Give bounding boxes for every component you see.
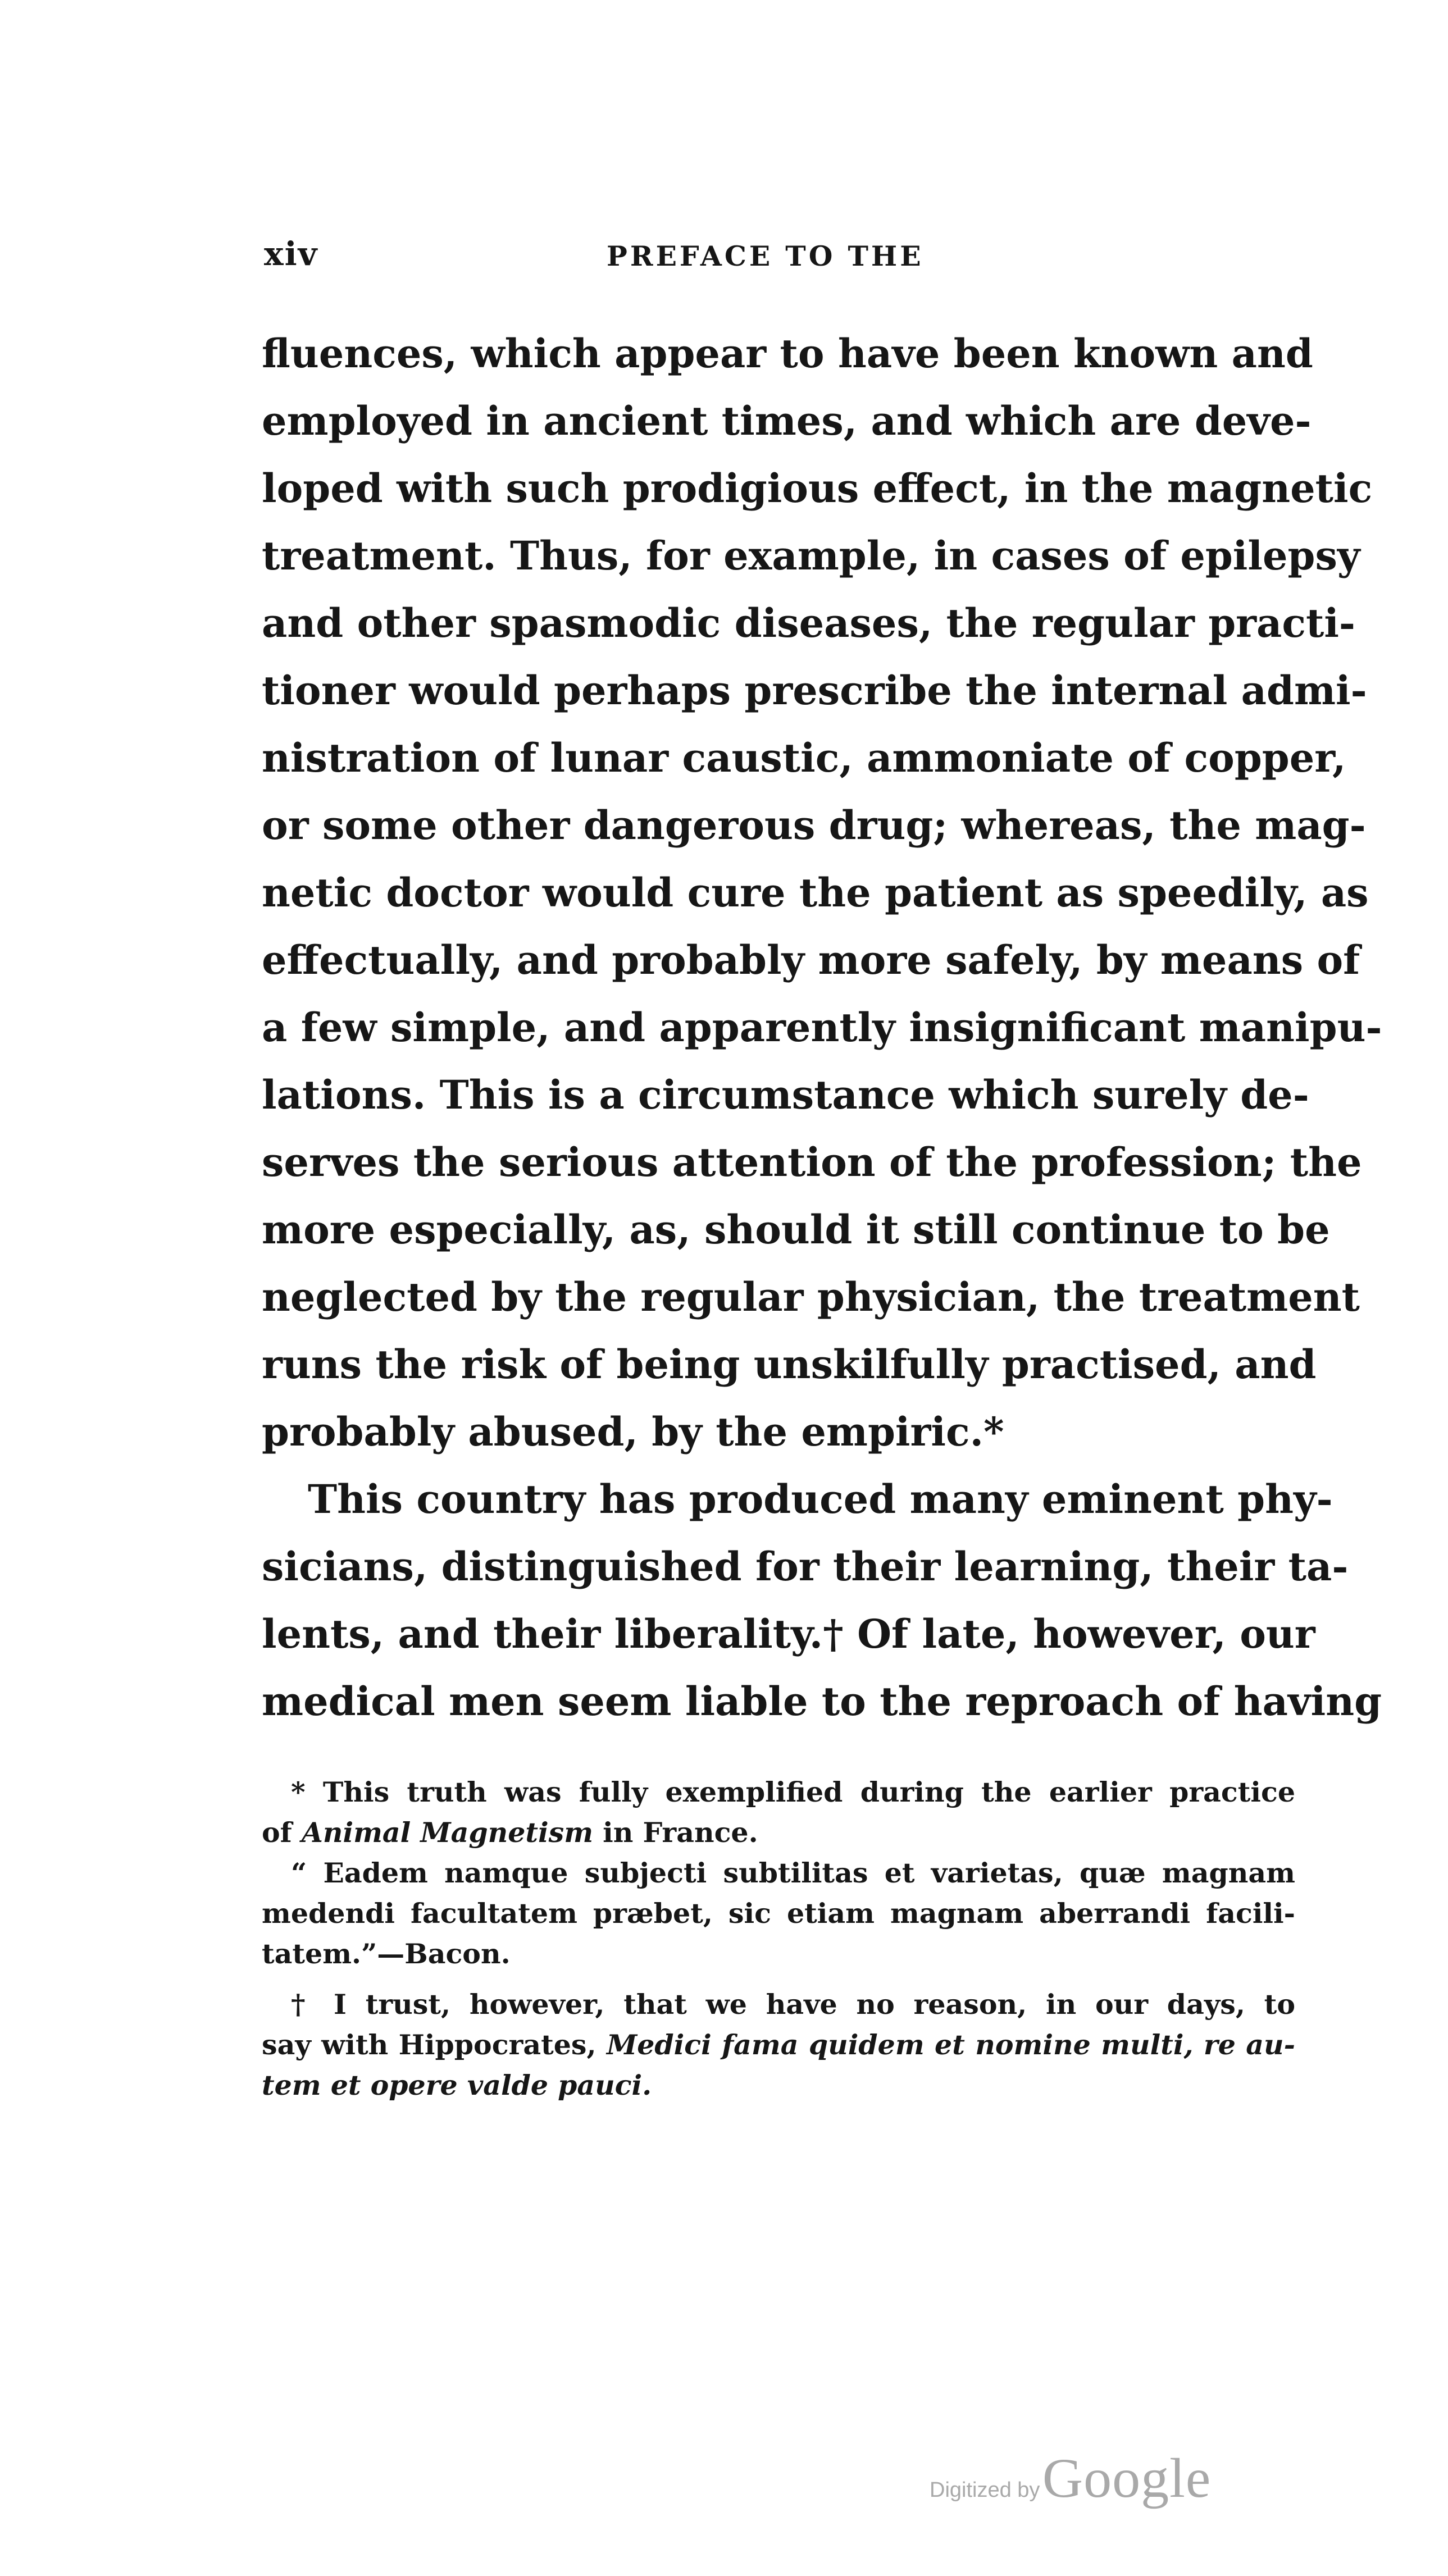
text-line: sicians, distinguished for their learning, their ta- <box>262 1543 1349 1590</box>
text-line: effectually, and probably more safely, by means of <box>262 937 1360 983</box>
footnote-line <box>262 2065 1295 2105</box>
text-line: more especially, as, should it still continue to be <box>262 1206 1330 1253</box>
text-line: employed in ancient times, and which are deve- <box>262 398 1312 444</box>
page-number: xiv <box>264 235 318 273</box>
text-line: lents, and their liberality.† Of late, however, our <box>262 1611 1315 1657</box>
text-line: lations. This is a circumstance which surely de- <box>262 1072 1309 1118</box>
main-text <box>262 320 1382 1735</box>
text-line: This country has produced many eminent phy- <box>308 1476 1333 1522</box>
text-line: a few simple, and apparently insignificant manipu- <box>262 1004 1382 1051</box>
footnotes <box>262 1772 1295 2105</box>
footnote-line: “ Eadem namque subjecti subtilitas et varietas, quæ magnam <box>291 1857 1295 1889</box>
footnote-line: tatem.”—Bacon. <box>262 1937 511 1970</box>
footnote-line: * This truth was fully exemplified during the earlier practice <box>291 1776 1295 1808</box>
footnote-line: † I trust, however, that we have no reason, in our days, to <box>291 1988 1295 2021</box>
text-line: neglected by the regular physician, the treatment <box>262 1274 1360 1320</box>
footnote-line: medendi facultatem præbet, sic etiam magnam aberrandi facili- <box>262 1897 1295 1930</box>
text-line: or some other dangerous drug; whereas, the mag- <box>262 802 1366 849</box>
footnote-text: in France. <box>593 1816 758 1849</box>
footnote-line <box>262 1812 1295 1853</box>
text-line: treatment. Thus, for example, in cases of epilepsy <box>262 532 1360 579</box>
running-title: PREFACE TO THE <box>607 240 924 272</box>
footnote-italic-text: tem et opere valde pauci. <box>262 2069 652 2101</box>
text-line: fluences, which appear to have been known and <box>262 330 1313 377</box>
text-line: loped with such prodigious effect, in the magnetic <box>262 465 1373 512</box>
text-line: nistration of lunar caustic, ammoniate of copper, <box>262 735 1346 781</box>
watermark-prefix: Digitized by <box>930 2478 1040 2502</box>
footnote-text: of <box>262 1816 302 1849</box>
footnote-line <box>262 2025 1295 2065</box>
text-line: probably abused, by the empiric.* <box>262 1408 1004 1455</box>
text-line: serves the serious attention of the profession; the <box>262 1139 1362 1186</box>
text-line: and other spasmodic diseases, the regular practi- <box>262 600 1355 646</box>
footnote-italic-text: Medici fama quidem et nomine multi, re au- <box>606 2028 1296 2061</box>
text-line: tioner would perhaps prescribe the internal admi- <box>262 667 1367 714</box>
text-line: medical men seem liable to the reproach of having <box>262 1678 1382 1725</box>
google-logo: Google <box>1042 2447 1212 2509</box>
footnote-text: say with Hippocrates, <box>262 2028 607 2061</box>
running-header <box>264 235 1292 274</box>
footnote-italic-text: Animal Magnetism <box>301 1816 594 1849</box>
digitized-watermark <box>930 2446 1211 2507</box>
text-line: netic doctor would cure the patient as speedily, as <box>262 869 1369 916</box>
footnote-gap <box>262 1974 1295 1984</box>
text-line: runs the risk of being unskilfully practised, and <box>262 1341 1317 1388</box>
